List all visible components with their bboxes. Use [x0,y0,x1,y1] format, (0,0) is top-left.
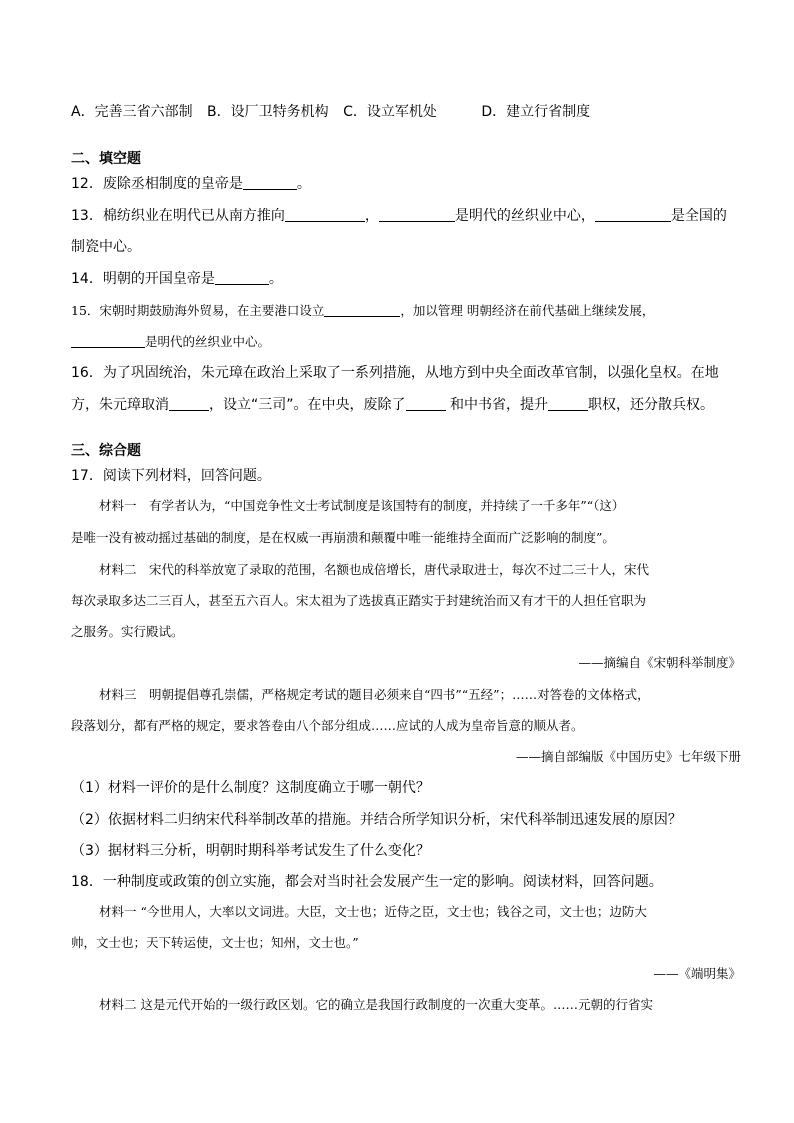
question-15-line2: 是明代的丝织业中心。 [71,332,270,352]
answer-blank[interactable] [71,333,145,348]
q17-material-2-line1: 材料二 宋代的科举放宽了录取的范围，名额也成倍增长，唐代录取进士，每次不过二三十人，宋代 [99,562,650,577]
q17-sub-question-2: （2）依据材料二归纳宋代科举制改革的措施。并结合所学知识分析，宋代科举制迅速发展的原因？ [71,812,682,828]
option-c[interactable]: C．设立军机处 [343,104,437,120]
question-15: 15．宋朝时期鼓励海外贸易，在主要港口设立 ，加以管理 明朝经济在前代基础上继续发展， [71,303,655,318]
q18-material-2-line1: 材料二 这是元代开始的一级行政区划。它的确立是我国行政制度的一次重大变革。……元朝的行省实 [99,997,653,1012]
answer-blank[interactable] [379,207,455,222]
question-12: 12．废除丞相制度的皇帝是 。 [71,176,311,192]
q18-material-1-source: ——《端明集》 [653,966,741,981]
q17-material-1-line2: 是唯一没有被动摇过基础的制度，是在权威一再崩溃和颠覆中唯一能维持全面而广泛影响的制度”。 [71,530,615,545]
q17-material-1-line1: 材料一 有学者认为，“中国竞争性文士考试制度是该国特有的制度，并持续了一千多年”“（这） [99,498,625,513]
question-14: 14．明朝的开国皇帝是 。 [71,271,283,287]
q18-material-1-line2: 帅，文士也；天下转运使，文士也；知州，文士也。” [71,935,359,950]
q17-sub-question-3: （3）据材料三分析，明朝时期科举考试发生了什么变化？ [71,843,430,859]
answer-blank[interactable] [324,302,400,317]
option-a[interactable]: A．完善三省六部制 [71,104,193,120]
answer-blank[interactable] [595,207,671,222]
answer-blank[interactable] [215,270,269,285]
options-row [71,102,590,122]
question-13-line2: 制瓷中心。 [71,239,141,255]
q17-material-2-line3: 之服务。实行殿试。 [71,624,184,639]
question-16-line2: 方，朱元璋取消 ，设立“三司”。在中央，废除了 和中书省，提升 职权，还分散兵权。 [71,397,714,413]
answer-blank[interactable] [169,396,209,411]
q17-material-2-line2: 每次录取多达二三百人，甚至五六百人。宋太祖为了选拔真正踏实于封建统治而又有才干的人担任官职为 [71,593,647,608]
q17-material-3-line1: 材料三 明朝提倡尊孔崇儒，严格规定考试的题目必须来自“四书”“五经”；……对答卷的文体格式， [99,687,650,702]
section-title-fill-in: 二、填空题 [71,151,141,167]
option-b[interactable]: B．设厂卫特务机构 [207,104,329,120]
question-13: 13．棉纺织业在明代已从南方推向 ， 是明代的丝织业中心， 是全国的 [71,208,727,224]
question-17-stem: 17．阅读下列材料，回答问题。 [71,468,271,484]
q17-material-3-line2: 段落划分，都有严格的规定，要求答卷由八个部分组成……应试的人成为皇帝旨意的顺从者。 [71,718,584,733]
question-16: 16．为了巩固统治，朱元璋在政治上采取了一系列措施，从地方到中央全面改革官制，以强化皇权。在地 [71,365,719,381]
q17-material-3-source: ——摘自部编版《中国历史》七年级下册 [515,749,741,764]
q17-material-2-source: ——摘编自《宋朝科举制度》 [578,655,741,670]
answer-blank[interactable] [406,396,446,411]
answer-blank[interactable] [243,175,297,190]
question-18-stem: 18．一种制度或政策的创立实施，都会对当时社会发展产生一定的影响。阅读材料，回答问题。 [71,874,663,890]
answer-blank[interactable] [285,207,365,222]
answer-blank[interactable] [548,396,588,411]
section-title-comprehensive: 三、综合题 [71,443,141,459]
option-d[interactable]: D．建立行省制度 [481,104,591,120]
q18-material-1-line1: 材料一 “今世用人，大率以文词进。大臣，文士也；近侍之臣，文士也；钱谷之司，文士也；边防大 [99,904,647,919]
q17-sub-question-1: （1）材料一评价的是什么制度？这制度确立于哪一朝代？ [71,780,430,796]
